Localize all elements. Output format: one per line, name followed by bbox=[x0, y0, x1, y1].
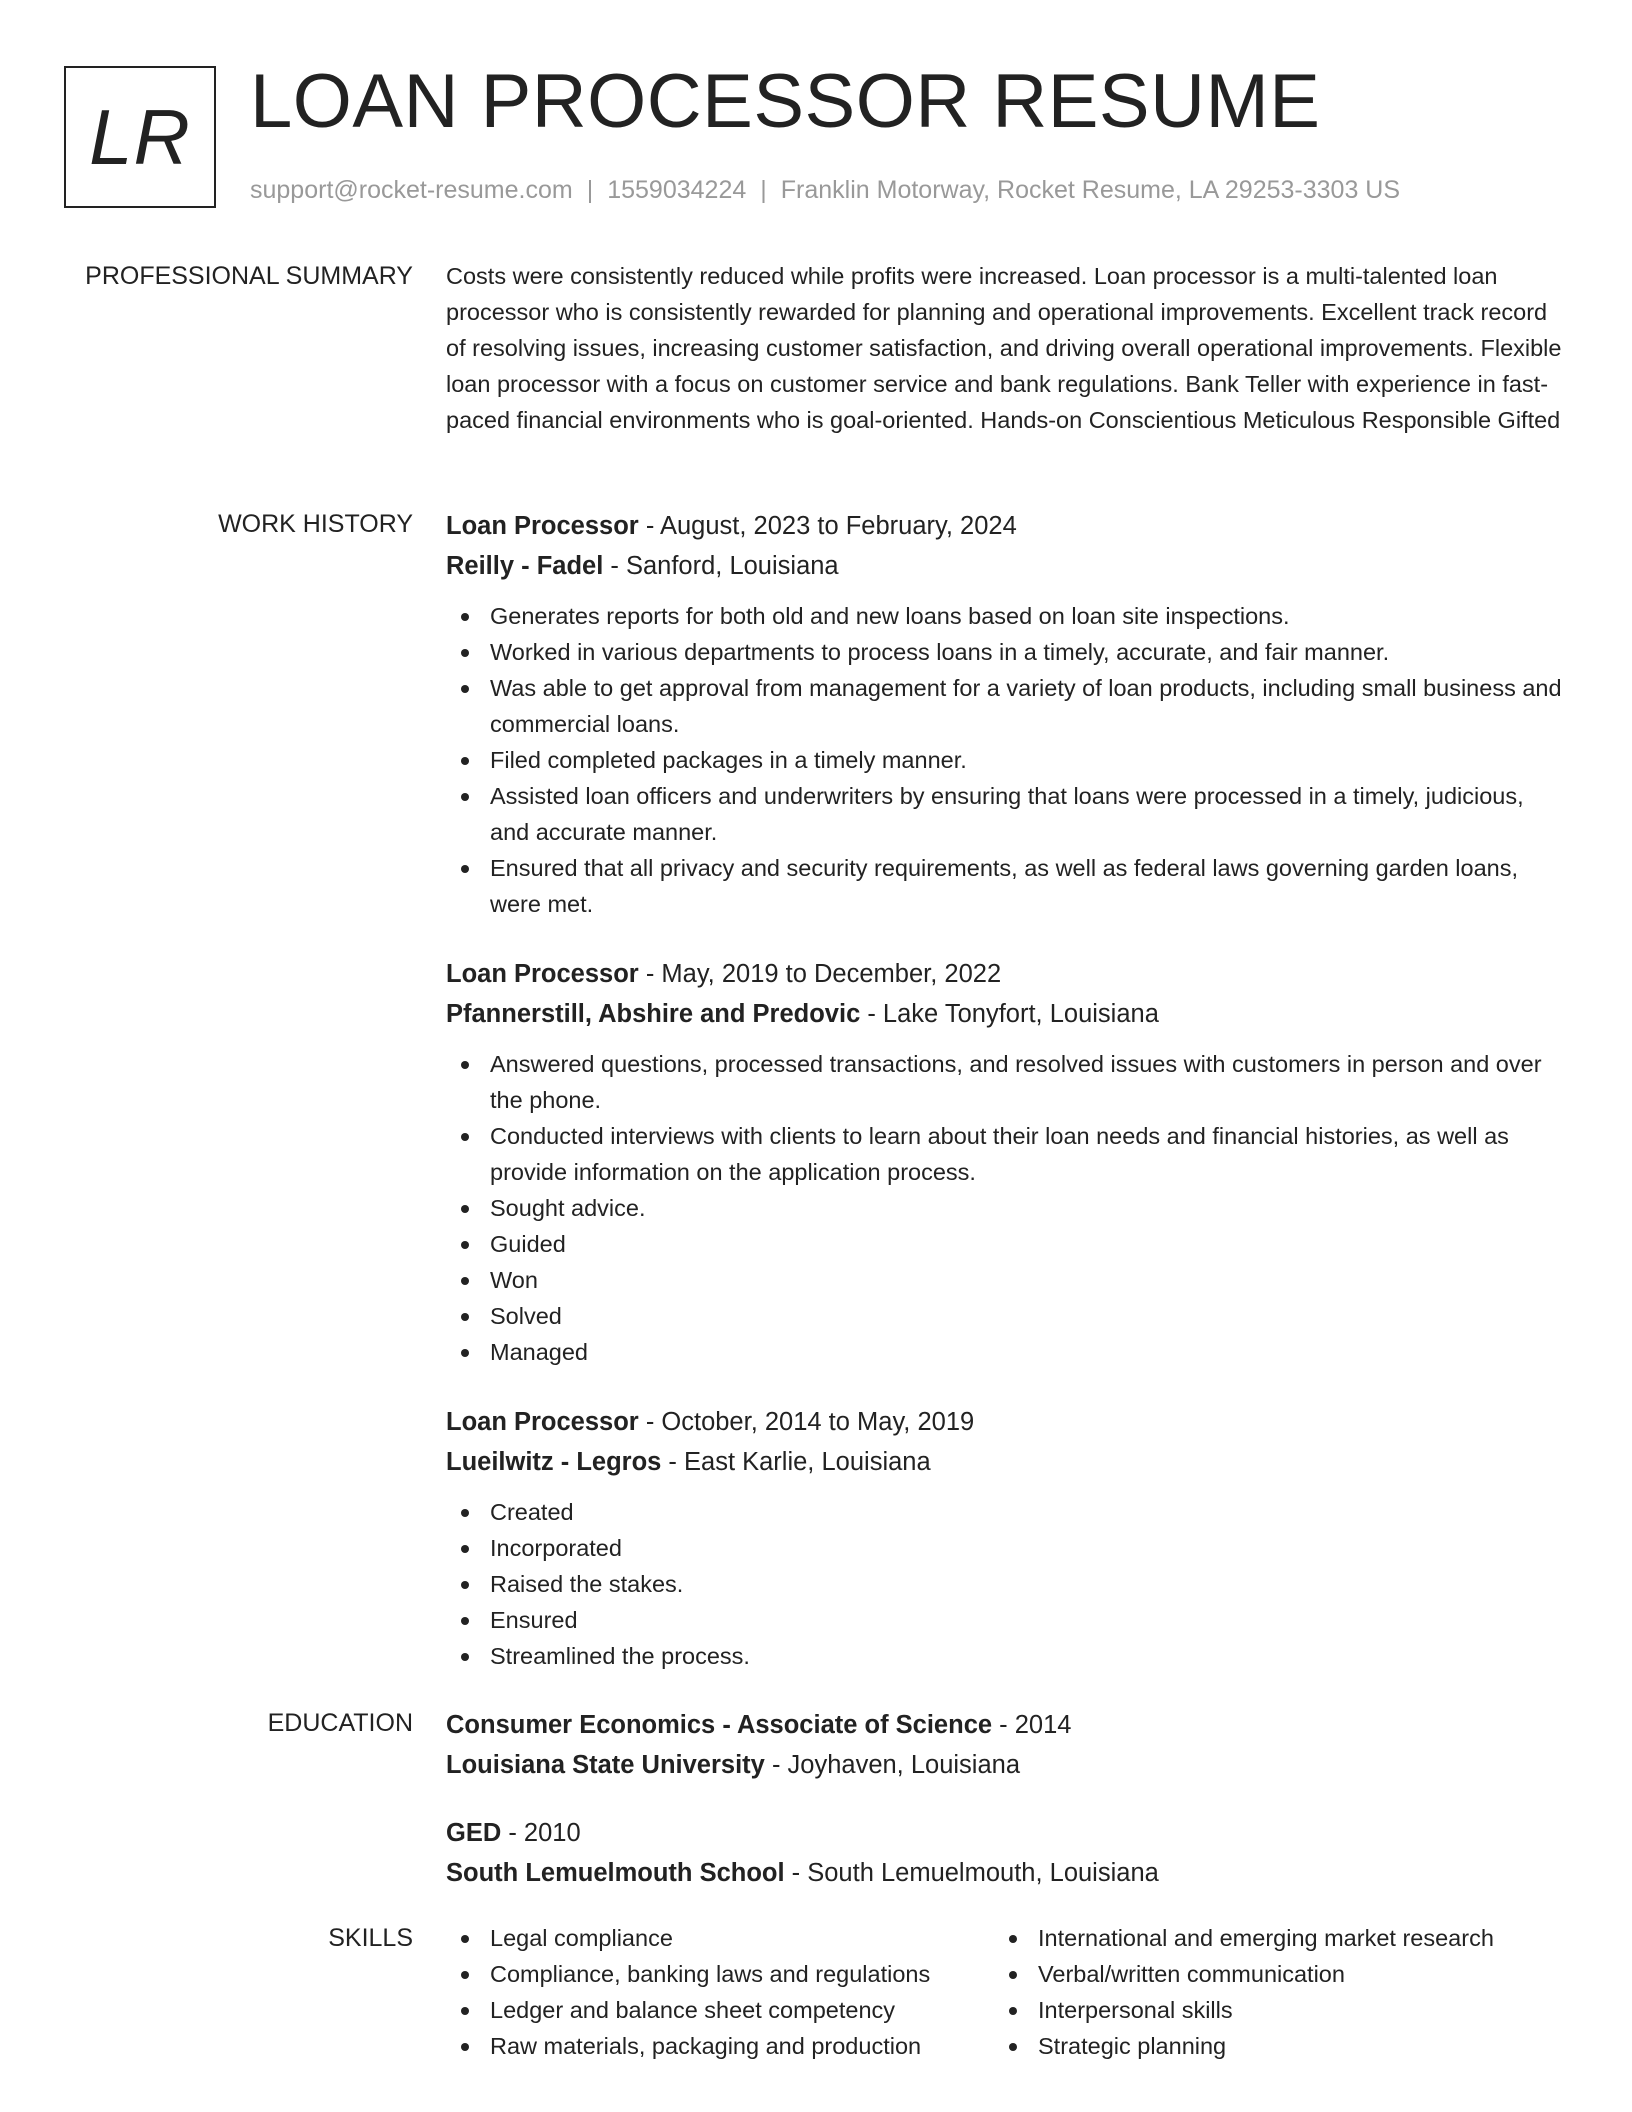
contact-separator: | bbox=[586, 176, 594, 204]
education-degree: GED bbox=[446, 1819, 502, 1847]
job-title-line bbox=[446, 506, 1566, 546]
job-dates: - May, 2019 to December, 2022 bbox=[638, 960, 1002, 988]
job-duty: Filed completed packages in a timely manner. bbox=[446, 742, 1566, 778]
work-history-heading: WORK HISTORY bbox=[218, 510, 413, 538]
job-company: Reilly - Fadel bbox=[446, 552, 604, 580]
skill-item: Verbal/written communication bbox=[994, 1956, 1554, 1992]
resume-title: LOAN PROCESSOR RESUME bbox=[250, 59, 1321, 144]
skill-item: Strategic planning bbox=[994, 2028, 1554, 2064]
job-duty: Guided bbox=[446, 1226, 1566, 1262]
education-school-line bbox=[446, 1745, 1071, 1785]
education-degree-line bbox=[446, 1813, 1159, 1853]
job-duties-list bbox=[446, 1046, 1566, 1370]
job-duty: Conducted interviews with clients to learn about their loan needs and financial histories, as well as provide information on the application process. bbox=[446, 1118, 1566, 1190]
education-location: - Joyhaven, Louisiana bbox=[764, 1751, 1021, 1779]
job-title-line bbox=[446, 954, 1566, 994]
job-title-line bbox=[446, 1402, 1566, 1442]
job-company-line bbox=[446, 994, 1566, 1034]
contact-address: Franklin Motorway, Rocket Resume, LA 29253-3303 US bbox=[780, 176, 1401, 204]
job-duties-list bbox=[446, 1494, 1566, 1674]
job-duty: Generates reports for both old and new loans based on loan site inspections. bbox=[446, 598, 1566, 634]
job-title: Loan Processor bbox=[446, 1408, 639, 1436]
education-degree-line bbox=[446, 1705, 1071, 1745]
skills-grid bbox=[446, 1920, 1566, 2064]
job-title: Loan Processor bbox=[446, 960, 639, 988]
education-location: - South Lemuelmouth, Louisiana bbox=[784, 1859, 1159, 1887]
contact-separator: | bbox=[760, 176, 767, 204]
job-location: - Lake Tonyfort, Louisiana bbox=[860, 1000, 1159, 1028]
job-entry bbox=[446, 1402, 1566, 1674]
job-location: - Sanford, Louisiana bbox=[603, 552, 839, 580]
skill-item: Raw materials, packaging and production bbox=[446, 2028, 994, 2064]
job-duty: Sought advice. bbox=[446, 1190, 1566, 1226]
job-duty: Streamlined the process. bbox=[446, 1638, 1566, 1674]
skill-item: Interpersonal skills bbox=[994, 1992, 1554, 2028]
job-company: Lueilwitz - Legros bbox=[446, 1448, 662, 1476]
job-duty: Managed bbox=[446, 1334, 1566, 1370]
education-school: South Lemuelmouth School bbox=[446, 1859, 785, 1887]
job-company: Pfannerstill, Abshire and Predovic bbox=[446, 1000, 861, 1028]
summary-text: Costs were consistently reduced while profits were increased. Loan processor is a multi-talented loan processor who is consistently rewarded for planning and operational improvements. Excellent track record of resolving issues, increasing customer satisfaction, and driving overall operational improvements. Flexible loan processor with a focus on customer service and bank regulations. Bank Teller with experience in fast-paced financial environments who is goal-oriented. Hands-on Conscientious Meticulous Responsible Gifted bbox=[446, 263, 1562, 433]
job-entry bbox=[446, 954, 1566, 1370]
job-dates: - October, 2014 to May, 2019 bbox=[638, 1408, 975, 1436]
job-location: - East Karlie, Louisiana bbox=[661, 1448, 931, 1476]
job-duty: Was able to get approval from management for a variety of loan products, including small business and commercial loans. bbox=[446, 670, 1566, 742]
summary-heading: PROFESSIONAL SUMMARY bbox=[85, 262, 413, 290]
job-duty: Worked in various departments to process loans in a timely, accurate, and fair manner. bbox=[446, 634, 1566, 670]
education-heading: EDUCATION bbox=[267, 1709, 413, 1737]
job-dates: - August, 2023 to February, 2024 bbox=[638, 512, 1017, 540]
job-duty: Assisted loan officers and underwriters by ensuring that loans were processed in a timely, judicious, and accurate manner. bbox=[446, 778, 1566, 850]
skill-item: International and emerging market research bbox=[994, 1920, 1554, 1956]
skills-heading: SKILLS bbox=[328, 1924, 413, 1952]
contact-phone[interactable]: 1559034224 bbox=[607, 176, 747, 204]
job-duty: Answered questions, processed transactions, and resolved issues with customers in person and over the phone. bbox=[446, 1046, 1566, 1118]
skill-item: Compliance, banking laws and regulations bbox=[446, 1956, 994, 1992]
education-year: - 2014 bbox=[992, 1711, 1072, 1739]
skills-list-left bbox=[446, 1920, 994, 2064]
job-duty: Won bbox=[446, 1262, 1566, 1298]
job-title: Loan Processor bbox=[446, 512, 639, 540]
education-entry bbox=[446, 1813, 1159, 1893]
job-entry bbox=[446, 506, 1566, 922]
education-school: Louisiana State University bbox=[446, 1751, 765, 1779]
education-degree: Consumer Economics - Associate of Science bbox=[446, 1711, 993, 1739]
job-duty: Incorporated bbox=[446, 1530, 1566, 1566]
skill-item: Ledger and balance sheet competency bbox=[446, 1992, 994, 2028]
job-duty: Ensured that all privacy and security requirements, as well as federal laws governing garden loans, were met. bbox=[446, 850, 1566, 922]
contact-line bbox=[250, 174, 1400, 206]
skills-list-right bbox=[994, 1920, 1554, 2064]
education-entry bbox=[446, 1705, 1071, 1785]
job-duty: Solved bbox=[446, 1298, 1566, 1334]
education-year: - 2010 bbox=[501, 1819, 581, 1847]
job-duties-list bbox=[446, 598, 1566, 922]
skill-item: Legal compliance bbox=[446, 1920, 994, 1956]
job-company-line bbox=[446, 1442, 1566, 1482]
education-school-line bbox=[446, 1853, 1159, 1893]
job-duty: Created bbox=[446, 1494, 1566, 1530]
job-duty: Ensured bbox=[446, 1602, 1566, 1638]
contact-email[interactable]: support@rocket-resume.com bbox=[250, 176, 573, 204]
monogram-logo: LR bbox=[64, 66, 216, 208]
job-duty: Raised the stakes. bbox=[446, 1566, 1566, 1602]
job-company-line bbox=[446, 546, 1566, 586]
